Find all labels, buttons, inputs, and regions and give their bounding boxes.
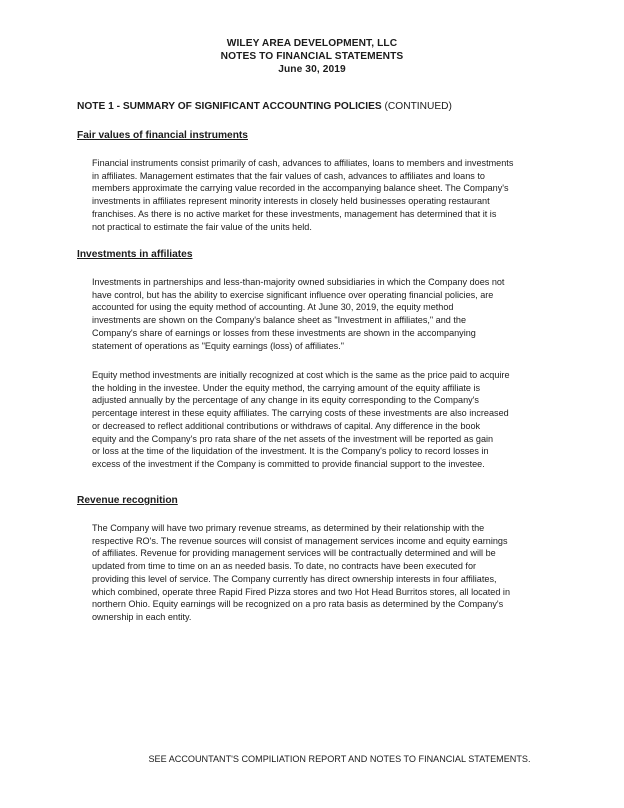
paragraph-line: Company's share of earnings or losses from these investments are shown in the accompanying [92, 327, 476, 338]
paragraph-line: accounted for using the equity method of accounting. At June 30, 2019, the equity method [92, 302, 454, 313]
paragraph-line: updated from time to time on an as needed basis. To date, no contracts have been executed for [92, 561, 477, 572]
paragraph-line: equity and the Company's pro rata share of the net assets of the investment will be reported as gain [92, 433, 494, 444]
statement-date: June 30, 2019 [278, 64, 346, 76]
paragraph-investments-2 [92, 369, 572, 471]
paragraph-line: ownership in each entity. [92, 611, 192, 622]
paragraph-line: or decreased to reflect additional contributions or withdraws of capital. Any difference in the book [92, 420, 481, 431]
paragraph-revenue [92, 522, 572, 624]
document-title: NOTES TO FINANCIAL STATEMENTS [220, 51, 404, 63]
paragraph-line: Investments in partnerships and less-than-majority owned subsidiaries in which the Company does not [92, 277, 505, 287]
page-footer: SEE ACCOUNTANT'S COMPILIATION REPORT AND NOTES TO FINANCIAL STATEMENTS. [148, 754, 531, 764]
paragraph-fair-values [92, 157, 572, 233]
paragraph-line: northern Ohio. Equity earnings will be recognized on a pro rata basis as determined by the Company's [92, 599, 504, 610]
paragraph-line: statement of operations as "Equity earnings (loss) of affiliates." [92, 340, 344, 351]
section-heading-investments: Investments in affiliates [77, 249, 193, 260]
section-heading-fair-values: Fair values of financial instruments [77, 130, 248, 141]
company-name: WILEY AREA DEVELOPMENT, LLC [226, 38, 398, 49]
paragraph-line: the holding in the investee. Under the equity method, the carrying amount of the equity affiliate is [92, 382, 481, 393]
paragraph-line: members approximate the carrying value recorded in the accompanying balance sheet. The Company's [92, 183, 509, 194]
paragraph-line: The Company will have two primary revenue streams, as determined by their relationship with the [92, 523, 485, 533]
paragraph-line: franchises. As there is no active market for these investments, management has determined that it is [92, 208, 497, 219]
paragraph-line: have control, but has the ability to exercise significant influence over operating financial policies, are [92, 289, 494, 300]
paragraph-line: investments in affiliates represent minority interests in closely held businesses operating restaurant [92, 196, 490, 207]
note-title-main: NOTE 1 - SUMMARY OF SIGNIFICANT ACCOUNTING POLICIES [77, 101, 382, 112]
paragraph-line: percentage interest in these equity affiliates. The carrying costs of these investments are also increased [92, 408, 509, 419]
paragraph-line: respective RO's. The revenue sources will consist of management services income and equity earnings [92, 535, 508, 546]
paragraph-line: not practical to estimate the fair value of the units held. [92, 221, 312, 232]
paragraph-line: in affiliates. Management estimates that the fair values of cash, advances to affiliates and loans to [92, 170, 485, 181]
paragraph-line: adjusted annually by the percentage of any change in its equity corresponding to the Company's [92, 395, 479, 406]
paragraph-investments-1 [92, 276, 572, 352]
paragraph-line: Financial instruments consist primarily of cash, advances to affiliates, loans to members and investments [92, 158, 514, 168]
document-header [0, 37, 624, 77]
paragraph-line: excess of the investment if the Company is committed to provide financial support to the investee. [92, 458, 485, 469]
paragraph-line: Equity method investments are initially recognized at cost which is the same as the price paid to acquire [92, 370, 510, 380]
paragraph-line: of affiliates. Revenue for providing management services will be contractually determined and will be [92, 548, 496, 559]
section-heading-revenue: Revenue recognition [77, 495, 178, 506]
paragraph-line: providing this level of service. The Company currently has direct ownership interests in four affiliates, [92, 573, 497, 584]
paragraph-line: investments are shown on the Company's balance sheet as "Investment in affiliates," and the [92, 315, 467, 326]
note-title [77, 100, 452, 113]
paragraph-line: or loss at the time of the liquidation of the investment. It is the Company's policy to record losses in [92, 446, 489, 457]
paragraph-line: which combined, operate three Rapid Fired Pizza stores and two Hot Head Burritos stores, all located in [92, 586, 511, 597]
note-title-suffix: (CONTINUED) [381, 101, 452, 112]
